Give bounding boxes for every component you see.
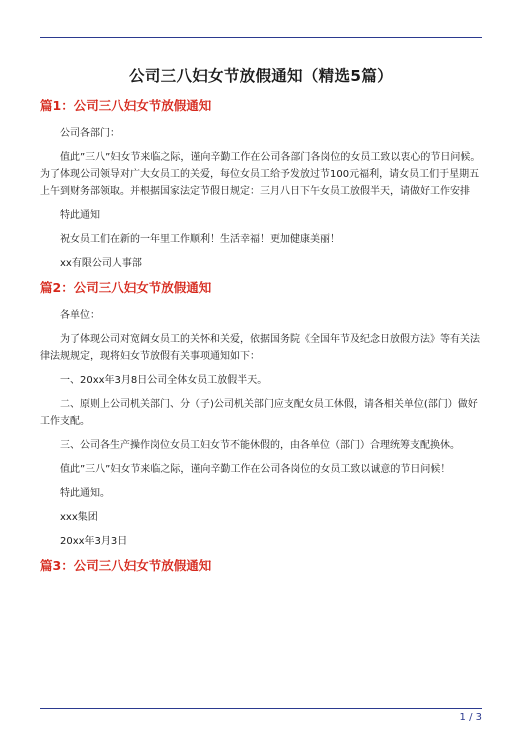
paragraph: 一、20xx年3月8日公司全体女员工放假半天。 [60, 375, 268, 386]
paragraph: 祝女员工们在新的一年里工作顺利！生活幸福！更加健康美丽！ [60, 234, 340, 245]
paragraph: 为了体现公司对宽阔女员工的关怀和关爱，依据国务院《全国年节及纪念日放假方法》等有关法律法规规定，现将妇女节放假有关事项通知如下： [40, 334, 480, 362]
section-heading: 篇3：公司三八妇女节放假通知 [40, 558, 212, 573]
page-number: 1 / 3 [459, 712, 482, 723]
paragraph: 二、原则上公司机关部门、分（子)公司机关部门应支配女员工休假，请各相关单位(部门）做好工作支配。 [40, 399, 478, 427]
paragraph: 20xx年3月3日 [60, 536, 128, 547]
paragraph: xx有限公司人事部 [60, 258, 142, 269]
paragraph: xxx集团 [60, 512, 98, 523]
paragraph: 值此”三八”妇女节来临之际，谨向辛勤工作在公司各岗位的女员工致以诚意的节日问候！ [60, 464, 451, 475]
paragraph: 公司各部门： [60, 128, 120, 139]
document-body [40, 97, 482, 585]
section-2 [40, 279, 482, 550]
paragraph: 三、公司各生产操作岗位女员工妇女节不能休假的，由各单位（部门）合理统筹支配换休。 [60, 440, 460, 451]
paragraph: 特此通知 [60, 210, 100, 221]
section-heading: 篇1：公司三八妇女节放假通知 [40, 98, 212, 113]
paragraph: 各单位： [60, 310, 100, 321]
paragraph: 特此通知。 [60, 488, 110, 499]
header-rule [40, 37, 482, 38]
section-heading: 篇2：公司三八妇女节放假通知 [40, 280, 212, 295]
paragraph: 值此”三八”妇女节来临之际，谨向辛勤工作在公司各部门各岗位的女员工致以衷心的节日问候。为了体现公司领导对广大女员工的关爱，每位女员工给予发放过节100元福利，请女员工们于星期五上午到财务部领取。并根据国家法定节假日规定：三月八日下午女员工放假半天，请做好工作安排 [40, 152, 481, 197]
section-1 [40, 97, 482, 272]
document-title: 公司三八妇女节放假通知（精选5篇） [129, 67, 393, 85]
section-3 [40, 557, 482, 575]
footer-rule [40, 708, 482, 709]
